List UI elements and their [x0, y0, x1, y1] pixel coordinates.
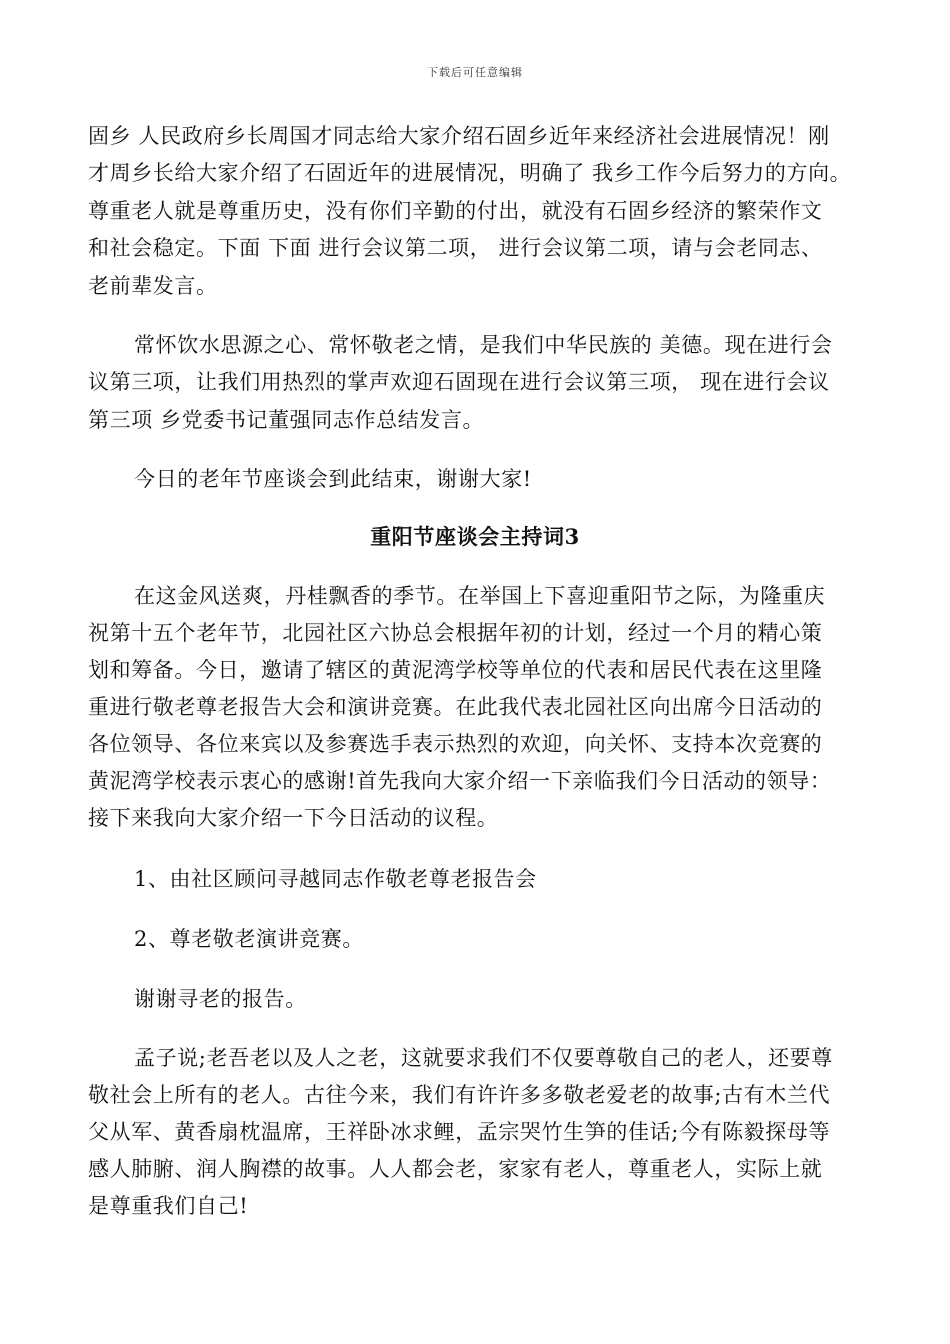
text-line: 接下来我向大家介绍一下今日活动的议程。: [88, 806, 499, 830]
text-line: 是尊重我们自己!: [88, 1194, 249, 1218]
list-item: 1、由社区顾问寻越同志作敬老尊老报告会: [134, 867, 537, 891]
text-line: 黄泥湾学校表示衷心的感谢!首先我向大家介绍一下亲临我们今日活动的领导：: [88, 769, 832, 793]
text-line: 和社会稳定。下面 下面 进行会议第二项， 进行会议第二项，请与会老同志、: [88, 236, 823, 260]
text-line: 孟子说;老吾老以及人之老，这就要求我们不仅要尊敬自己的老人，还要尊: [134, 1046, 833, 1070]
paragraph: 谢谢寻老的报告。: [134, 987, 307, 1011]
text-line: 划和筹备。今日，邀请了辖区的黄泥湾学校等单位的代表和居民代表在这里隆: [88, 658, 823, 682]
text-line: 老前辈发言。: [88, 274, 218, 298]
text-line: 父从军、黄香扇枕温席，王祥卧冰求鲤，孟宗哭竹生笋的佳话;今有陈毅探母等: [88, 1120, 831, 1144]
text-line: 祝第十五个老年节，北园社区六协总会根据年初的计划，经过一个月的精心策: [88, 621, 823, 645]
text-line: 固乡 人民政府乡长周国才同志给大家介绍石固乡近年来经济社会进展情况！刚: [88, 124, 830, 148]
text-line: 议第三项，让我们用热烈的掌声欢迎石固现在进行会议第三项， 现在进行会议: [88, 370, 830, 394]
page-header: 下载后可任意编辑: [427, 66, 523, 79]
text-line: 感人肺腑、润人胸襟的故事。人人都会老，家家有老人，尊重老人，实际上就: [88, 1157, 823, 1181]
list-item: 2、尊老敬老演讲竞赛。: [134, 927, 364, 951]
text-line: 常怀饮水思源之心、常怀敬老之情，是我们中华民族的 美德。现在进行会: [134, 333, 833, 357]
text-line: 重进行敬老尊老报告大会和演讲竞赛。在此我代表北园社区向出席今日活动的: [88, 695, 823, 719]
paragraph: 今日的老年节座谈会到此结束，谢谢大家!: [134, 467, 532, 491]
text-line: 才周乡长给大家介绍了石固近年的进展情况，明确了 我乡工作今后努力的方向。: [88, 161, 852, 185]
text-line: 在这金风送爽，丹桂飘香的季节。在举国上下喜迎重阳节之际，为隆重庆: [134, 584, 826, 608]
text-line: 敬社会上所有的老人。古往今来，我们有许许多多敬老爱老的故事;古有木兰代: [88, 1083, 831, 1107]
text-line: 各位领导、各位来宾以及参赛选手表示热烈的欢迎，向关怀、支持本次竞赛的: [88, 732, 823, 756]
text-line: 第三项 乡党委书记董强同志作总结发言。: [88, 408, 485, 432]
section-title: 重阳节座谈会主持词3: [370, 524, 580, 549]
text-line: 尊重老人就是尊重历史，没有你们辛勤的付出，就没有石固乡经济的繁荣作文: [88, 199, 823, 223]
